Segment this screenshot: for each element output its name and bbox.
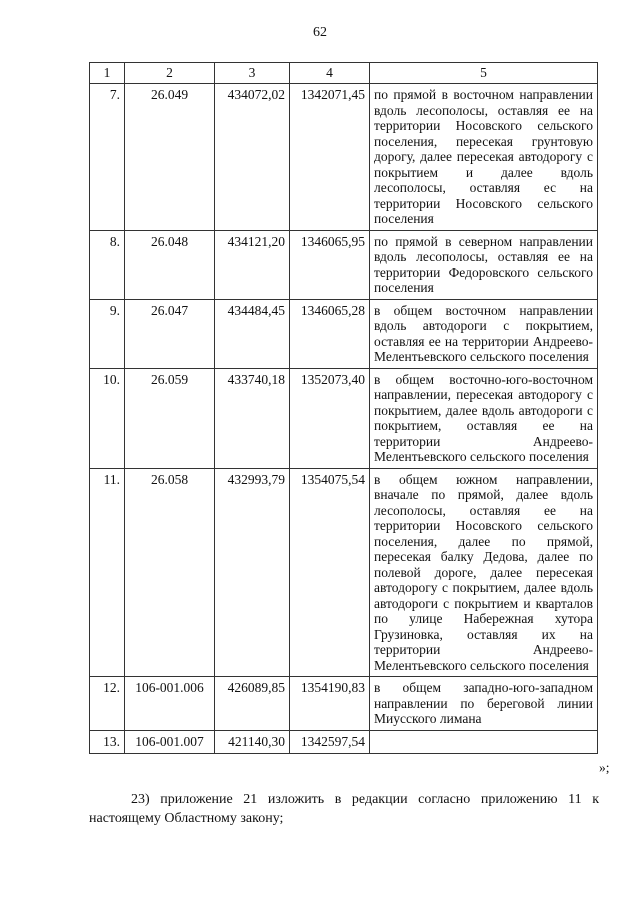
row-number: 12.	[90, 677, 125, 731]
coord-y: 1346065,95	[290, 230, 370, 299]
row-number: 13.	[90, 730, 125, 753]
boundary-table	[89, 62, 598, 754]
coord-x: 434121,20	[215, 230, 290, 299]
point-id: 106-001.007	[125, 730, 215, 753]
coord-y: 1342597,54	[290, 730, 370, 753]
amendment-paragraph: 23) приложение 21 изложить в редакции согласно приложению 11 к настоящему Областному закону;	[89, 792, 599, 826]
coord-x: 434072,02	[215, 84, 290, 231]
row-number: 9.	[90, 299, 125, 368]
coord-x: 421140,30	[215, 730, 290, 753]
point-id: 26.049	[125, 84, 215, 231]
column-header-3: 3	[215, 63, 290, 84]
table-row	[90, 677, 598, 731]
coord-x: 426089,85	[215, 677, 290, 731]
table-row	[90, 730, 598, 753]
boundary-description: в общем восточном направлении вдоль автодороги с покрытием, оставляя ее на территории Андреево-Мелентьевского сельского поселения	[370, 299, 598, 368]
point-id: 26.048	[125, 230, 215, 299]
point-id: 106-001.006	[125, 677, 215, 731]
boundary-description: по прямой в восточном направлении вдоль лесополосы, оставляя ее на территории Носовского сельского поселения, пересекая грунтовую дорогу, далее пересекая автодорогу с покрытием и далее вдоль лесополосы, оставляя ес на территории Носовского сельского поселения	[370, 84, 598, 231]
coord-y: 1354190,83	[290, 677, 370, 731]
coord-y: 1346065,28	[290, 299, 370, 368]
boundary-description: в общем южном направлении, вначале по прямой, далее вдоль лесополосы, оставляя ее на территории Носовского сельского поселения, далее по прямой, пересекая балку Дедова, далее по полевой дороге, далее пересекая автодорогу с покрытием, далее вдоль автодороги с покрытием и кварталов по улице Набережная хутора Грузиновка, оставляя их на территории Андреево-Мелентьевского сельского поселения	[370, 468, 598, 677]
column-header-4: 4	[290, 63, 370, 84]
coord-y: 1354075,54	[290, 468, 370, 677]
row-number: 11.	[90, 468, 125, 677]
row-number: 10.	[90, 368, 125, 468]
point-id: 26.059	[125, 368, 215, 468]
row-number: 8.	[90, 230, 125, 299]
coord-x: 434484,45	[215, 299, 290, 368]
column-header-1: 1	[90, 63, 125, 84]
table-row	[90, 468, 598, 677]
point-id: 26.058	[125, 468, 215, 677]
table-row	[90, 368, 598, 468]
closing-quote: »;	[599, 760, 610, 775]
row-number: 7.	[90, 84, 125, 231]
header-row	[90, 63, 598, 84]
boundary-description: в общем западно-юго-западном направлении по береговой линии Миусского лимана	[370, 677, 598, 731]
column-header-2: 2	[125, 63, 215, 84]
column-header-5: 5	[370, 63, 598, 84]
coord-y: 1352073,40	[290, 368, 370, 468]
boundary-description: в общем восточно-юго-восточном направлении, пересекая автодорогу с покрытием, далее вдоль автодороги с покрытием, оставляя ее на территории Андреево-Мелентьевского сельского поселения	[370, 368, 598, 468]
table-row	[90, 84, 598, 231]
page-number: 62	[313, 25, 327, 40]
table-row	[90, 230, 598, 299]
boundary-description	[370, 730, 598, 753]
boundary-description: по прямой в северном направлении вдоль лесополосы, оставляя ее на территории Федоровского сельского поселения	[370, 230, 598, 299]
coord-x: 433740,18	[215, 368, 290, 468]
point-id: 26.047	[125, 299, 215, 368]
coord-x: 432993,79	[215, 468, 290, 677]
coord-y: 1342071,45	[290, 84, 370, 231]
table-row	[90, 299, 598, 368]
